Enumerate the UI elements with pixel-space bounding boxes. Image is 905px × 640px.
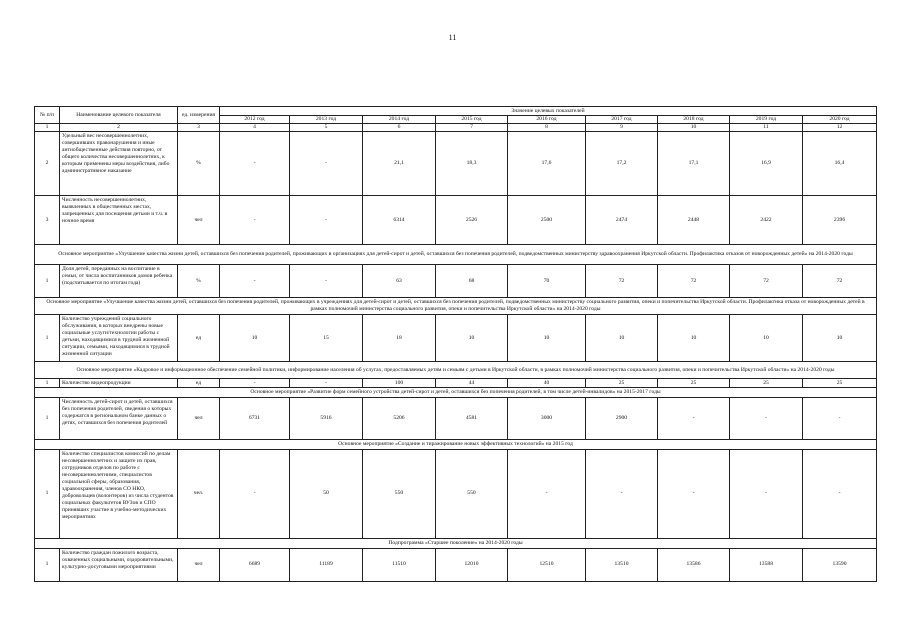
column-number: 3 [178, 124, 220, 132]
indicator-name: Количество граждан пожилого возраста, охваченных социальными, оздоровительными, культурно-досуговыми мероприятиями [60, 548, 178, 581]
value-cell: 2900 [586, 397, 658, 439]
value-cell: - [220, 132, 290, 196]
section-row [35, 245, 877, 265]
value-cell: - [803, 449, 877, 538]
indicator-name: Удельный вес несовершеннолетних, совершивших правонарушения и иные антиобщественные действия повторно, от общего количества несовершеннолетних, к которым применены меры воздействия, либо административное наказание [60, 132, 178, 196]
value-cell: 550 [436, 449, 508, 538]
header-values-group: Значение целевых показателей [220, 107, 877, 116]
column-number: 10 [658, 124, 730, 132]
row-number: 1 [35, 315, 60, 362]
value-cell: 5206 [363, 397, 436, 439]
section-row [35, 362, 877, 379]
row-number: 1 [35, 449, 60, 538]
value-cell: - [586, 449, 658, 538]
row-number: 1 [35, 265, 60, 298]
section-title: Основное мероприятие «Улучшение качества жизни детей, оставшихся без попечения родителей, проживающих в учреждениях для детей-сирот и детей, оставшихся без попечения родителей, подведомственных министерству социального развития, опеки и попечительства Иркутской области. Профилактика отказа от новорожденных детей в рамках полномочий министерства социального развития, опеки и попечительства Иркутской области» на 2014-2020 годы [35, 298, 877, 315]
value-cell: - [290, 196, 363, 245]
value-cell: 15 [290, 315, 363, 362]
header-year: 2017 год [586, 116, 658, 124]
table-row [35, 397, 877, 439]
indicator-name: Численность детей-сирот и детей, оставшихся без попечения родителей, сведения о которых содержатся в региональном банке данных о детях, оставшихся без попечения родителей [60, 397, 178, 439]
unit: % [178, 265, 220, 298]
value-cell: 10 [658, 315, 730, 362]
value-cell: 10 [436, 315, 508, 362]
value-cell: 13510 [586, 548, 658, 581]
header-name: Наименование целевого показателя [60, 107, 178, 124]
column-number: 7 [436, 124, 508, 132]
value-cell: - [658, 449, 730, 538]
column-number: 9 [586, 124, 658, 132]
page-number: 11 [448, 33, 457, 42]
indicator-name: Численность несовершеннолетних, выявленных в общественных местах, запрещенных для посещения детьми и т.ч. в ночное время [60, 196, 178, 245]
header-year: 2020 год [803, 116, 877, 124]
unit: ед [178, 315, 220, 362]
row-number: 1 [35, 397, 60, 439]
value-cell: 13588 [730, 548, 803, 581]
section-row [35, 538, 877, 548]
value-cell: 2448 [658, 196, 730, 245]
value-cell: - [730, 397, 803, 439]
section-row [35, 388, 877, 398]
value-cell: 100 [363, 379, 436, 388]
value-cell: - [658, 397, 730, 439]
value-cell: 18 [363, 315, 436, 362]
row-number: 1 [35, 548, 60, 581]
unit: чел [178, 548, 220, 581]
value-cell: 2500 [508, 196, 586, 245]
column-numbers-row [35, 124, 877, 132]
column-number: 6 [363, 124, 436, 132]
table-body [35, 132, 877, 582]
value-cell: - [220, 379, 290, 388]
header-row-1 [35, 107, 877, 116]
section-title: Подпрограмма «Старшее поколение» на 2014-2020 годы [35, 538, 877, 548]
column-number: 12 [803, 124, 877, 132]
column-number: 11 [730, 124, 803, 132]
section-title: Основное мероприятие «Улучшение качества жизни детей, оставшихся без попечения родителей, проживающих в организациях для детей-сирот и детей, оставшихся без попечения родителей, подведомственных министерству здравоохранения Иркутской области. Профилактика отказов от новорожденных детей» на 2014-2020 годы [35, 245, 877, 265]
unit: % [178, 132, 220, 196]
value-cell: 10 [803, 315, 877, 362]
section-row [35, 439, 877, 449]
value-cell: 16,9 [730, 132, 803, 196]
value-cell: 12510 [508, 548, 586, 581]
header-year: 2015 год [436, 116, 508, 124]
header-year: 2016 год [508, 116, 586, 124]
value-cell: 63 [363, 265, 436, 298]
section-title: Основное мероприятие «Кадровое и информационное обеспечение семейной политики, информирование населения об услугах, предоставляемых детям и семьям с детьми в Иркутской области, в рамках полномочий министерства социального развития, опеки и попечительства Иркутской области» на 2014-2020 годы [35, 362, 877, 379]
value-cell: - [290, 132, 363, 196]
table-row [35, 548, 877, 581]
value-cell: 10 [220, 315, 290, 362]
value-cell: 72 [803, 265, 877, 298]
header-year: 2012 год [220, 116, 290, 124]
value-cell: 25 [730, 379, 803, 388]
indicator-name: Количество видеопродукции [60, 379, 178, 388]
value-cell: 10 [730, 315, 803, 362]
value-cell: 11510 [363, 548, 436, 581]
table-row [35, 449, 877, 538]
table-row [35, 265, 877, 298]
unit: чел. [178, 449, 220, 538]
column-number: 8 [508, 124, 586, 132]
column-number: 1 [35, 124, 60, 132]
value-cell: 2422 [730, 196, 803, 245]
value-cell: 4581 [436, 397, 508, 439]
value-cell: 10 [586, 315, 658, 362]
value-cell: 17,2 [586, 132, 658, 196]
header-year: 2019 год [730, 116, 803, 124]
table-row [35, 315, 877, 362]
value-cell: 17,1 [658, 132, 730, 196]
header-unit: ед. измерения [178, 107, 220, 124]
section-row [35, 298, 877, 315]
header-year: 2018 год [658, 116, 730, 124]
header-num: № п/п [35, 107, 60, 124]
value-cell: 2526 [436, 196, 508, 245]
indicator-name: Количество специалистов комиссий по делам несовершеннолетних и защите их прав, сотрудников отделов по работе с несовершеннолетними, специалистов социальной сферы, образования, здравоохранения, членов СО НКО, добровольцев (волонтеров) из числа студентов социальных факультетов ВУЗов и СПО принявших участие в учебно-методических мероприятиях [60, 449, 178, 538]
section-title: Основное мероприятие «Создание и тиражирование новых эффективных технологий» на 2015 год [35, 439, 877, 449]
value-cell: 10 [508, 315, 586, 362]
header-year: 2014 год [363, 116, 436, 124]
value-cell: 40 [508, 379, 586, 388]
column-number: 5 [290, 124, 363, 132]
value-cell: 72 [658, 265, 730, 298]
value-cell: 25 [658, 379, 730, 388]
value-cell: - [290, 265, 363, 298]
value-cell: 44 [436, 379, 508, 388]
value-cell: 12010 [436, 548, 508, 581]
value-cell: 13586 [658, 548, 730, 581]
value-cell: 6689 [220, 548, 290, 581]
column-number: 2 [60, 124, 178, 132]
row-number: 3 [35, 196, 60, 245]
value-cell: - [220, 196, 290, 245]
indicator-name: Доля детей, переданных на воспитание в семьи, от числа воспитанников домов ребенка (подсчитывается по итогам года) [60, 265, 178, 298]
value-cell: 21,1 [363, 132, 436, 196]
value-cell: 72 [730, 265, 803, 298]
value-cell: - [730, 449, 803, 538]
value-cell: 11189 [290, 548, 363, 581]
unit: ед [178, 379, 220, 388]
value-cell: 70 [508, 265, 586, 298]
value-cell: - [290, 379, 363, 388]
value-cell: 18,3 [436, 132, 508, 196]
column-number: 4 [220, 124, 290, 132]
table-row [35, 196, 877, 245]
value-cell: 6314 [363, 196, 436, 245]
value-cell: 50 [290, 449, 363, 538]
header-year: 2013 год [290, 116, 363, 124]
row-number: 1 [35, 379, 60, 388]
value-cell: - [220, 265, 290, 298]
value-cell: 68 [436, 265, 508, 298]
unit: чел [178, 196, 220, 245]
value-cell: 17,6 [508, 132, 586, 196]
value-cell: 2474 [586, 196, 658, 245]
value-cell: 16,4 [803, 132, 877, 196]
row-number: 2 [35, 132, 60, 196]
value-cell: 13590 [803, 548, 877, 581]
value-cell: 3000 [508, 397, 586, 439]
section-title: Основное мероприятие «Развитие форм семейного устройства детей-сирот и детей, оставшихся без попечения родителей, в том числе детей-инвалидов» на 2015-2017 годы [35, 388, 877, 398]
value-cell: 25 [586, 379, 658, 388]
indicator-name: Количество учреждений социального обслуживания, в которых внедрены новые социальные услуги/технологии работы с детьми, находящимися в трудной жизненной ситуации, семьями, находящимися в трудной жизненной ситуации [60, 315, 178, 362]
table-row [35, 379, 877, 388]
value-cell: 72 [586, 265, 658, 298]
indicators-table [34, 106, 877, 582]
value-cell: 5916 [290, 397, 363, 439]
value-cell: 2396 [803, 196, 877, 245]
value-cell: - [220, 449, 290, 538]
value-cell: 550 [363, 449, 436, 538]
value-cell: 25 [803, 379, 877, 388]
value-cell: - [803, 397, 877, 439]
value-cell: - [508, 449, 586, 538]
table-row [35, 132, 877, 196]
unit: чел [178, 397, 220, 439]
value-cell: 6731 [220, 397, 290, 439]
